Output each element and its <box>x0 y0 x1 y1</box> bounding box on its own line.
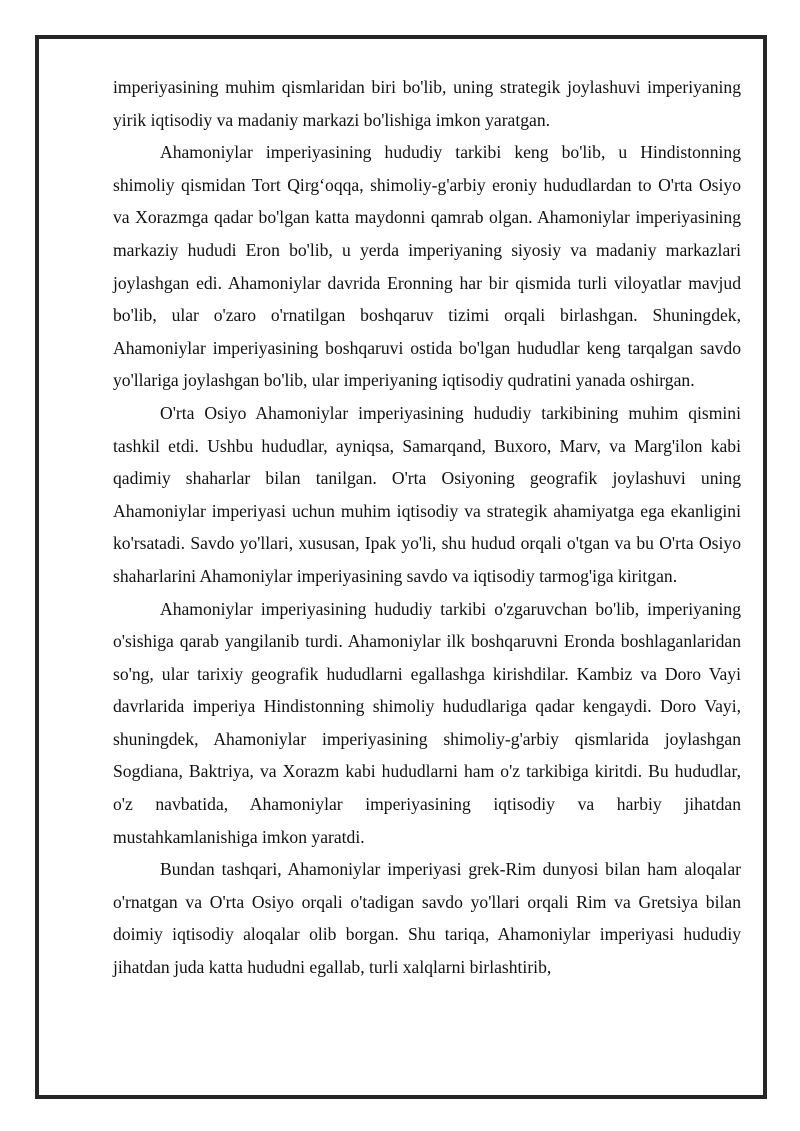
document-body <box>113 71 741 984</box>
paragraph-central-asia: O'rta Osiyo Ahamoniylar imperiyasining hududiy tarkibining muhim qismini tashkil etdi. Ushbu hududlar, ayniqsa, Samarqand, Buxoro, Marv, va Marg'ilon kabi qadimiy shaharlar bilan tanilgan. O'rta Osiyoning geografik joylashuvi uning Ahamoniylar imperiyasi uchun muhim iqtisodiy va strategik ahamiyatga ega ekanligini ko'rsatadi. Savdo yo'llari, xususan, Ipak yo'li, shu hudud orqali o'tgan va bu O'rta Osiyo shaharlarini Ahamoniylar imperiyasining savdo va iqtisodiy tarmog'iga kiritgan. <box>113 402 741 586</box>
paragraph-expansion: Ahamoniylar imperiyasining hududiy tarkibi o'zgaruvchan bo'lib, imperiyaning o'sishiga qarab yangilanib turdi. Ahamoniylar ilk boshqaruvni Eronda boshlaganlaridan so'ng, ular tarixiy geografik hududlarni egallashga kirishdilar. Kambiz va Doro Vayi davrlarida imperiya Hindistonning shimoliy hududlariga qadar kengaydi. Doro Vayi, shuningdek, Ahamoniylar imperiyasining shimoliy-g'arbiy qismlarida joylashgan Sogdiana, Baktriya, va Xorazm kabi hududlarni ham o'z tarkibiga kiritdi. Bu hududlar, o'z navbatida, Ahamoniylar imperiyasining iqtisodiy va harbiy jihatdan mustahkamlanishiga imkon yaratdi. <box>113 598 741 847</box>
paragraph-territorial-structure: Ahamoniylar imperiyasining hududiy tarkibi keng bo'lib, u Hindistonning shimoliy qismidan Tort Qirg‘oqqa, shimoliy-g'arbiy eroniy hududlardan to O'rta Osiyo va Xorazmga qadar bo'lgan katta maydonni qamrab olgan. Ahamoniylar imperiyasining markaziy hududi Eron bo'lib, u yerda imperiyaning siyosiy va madaniy markazlari joylashgan edi. Ahamoniylar davrida Eronning har bir qismida turli viloyatlar mavjud bo'lib, ular o'zaro o'rnatilgan boshqaruv tizimi orqali birlashgan. Shuningdek, Ahamoniylar imperiyasining boshqaruvi ostida bo'lgan hududlar keng tarqalgan savdo yo'llariga joylashgan bo'lib, ular imperiyaning iqtisodiy qudratini yanada oshirgan. <box>113 142 741 391</box>
paragraph-foreign-relations: Bundan tashqari, Ahamoniylar imperiyasi grek-Rim dunyosi bilan ham aloqalar o'rnatgan va O'rta Osiyo orqali o'tadigan savdo yo'llari orqali Rim va Gretsiya bilan doimiy iqtisodiy aloqalar olib borgan. Shu tariqa, Ahamoniylar imperiyasi hududiy jihatdan juda katta hududni egallab, turli xalqlarni birlashtirib, <box>113 859 741 978</box>
paragraph-continuation: imperiyasining muhim qismlaridan biri bo'lib, uning strategik joylashuvi imperiyaning yirik iqtisodiy va madaniy markazi bo'lishiga imkon yaratgan. <box>113 77 741 130</box>
